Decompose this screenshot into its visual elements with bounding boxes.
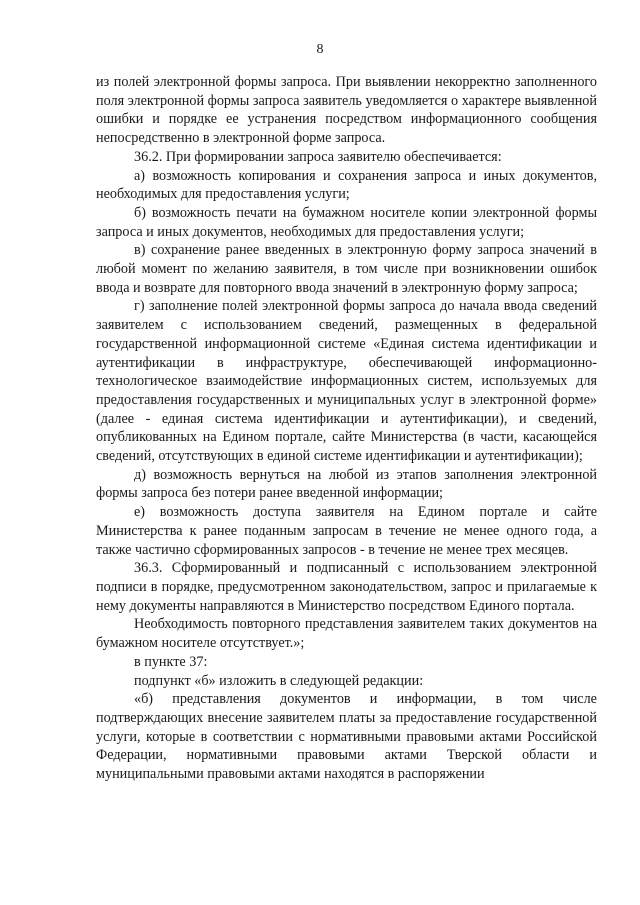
paragraph-subpoint-b-text: «б) представления документов и информации, в том числе подтверждающих внесение заявителем платы за предоставление государственной услуги, которые в соответствии с нормативными правовыми актами Российской Федерации, нормативными правовыми актами Тверской области и муниципальными правовыми актами находятся в распоряжении [96, 691, 597, 783]
paragraph-form-validation: из полей электронной формы запроса. При выявлении некорректно заполненного поля электронной формы запроса заявитель уведомляется о характере выявленной ошибки и порядке ее устранения посредством информационного сообщения непосредственно в электронной форме запроса. [96, 74, 597, 147]
paragraph-36-2-heading: 36.2. При формировании запроса заявителю обеспечивается: [134, 148, 502, 165]
paragraph-item-v: в) сохранение ранее введенных в электронную форму запроса значений в любой момент по желанию заявителя, в том числе при возникновении ошибок ввода и возврате для повторного ввода значений в электронную форму запроса; [96, 242, 597, 296]
paragraph-item-g: г) заполнение полей электронной формы запроса до начала ввода сведений заявителем с использованием сведений, размещенных в федеральной государственной информационной системе «Единая система идентификации и аутентификации в инфраструктуре, обеспечивающей информационно-технологическое взаимодействие информационных систем, используемых для предоставления государственных и муниципальных услуг в электронной форме» (далее - единая система идентификации и аутентификации), и сведений, опубликованных на Едином портале, сайте Министерства (в части, касающейся сведений, отсутствующих в единой системе идентификации и аутентификации); [96, 298, 597, 465]
paragraph-point-37: в пункте 37: [134, 653, 208, 670]
page-number: 8 [316, 42, 324, 57]
paragraph-item-b: б) возможность печати на бумажном носителе копии электронной формы запроса и иных документов, необходимых для предоставления услуги; [96, 204, 597, 240]
paragraph-item-e: е) возможность доступа заявителя на Едином портале и сайте Министерства к ранее поданным запросам в течение не менее одного года, а также частично сформированных запросов - в течение не менее трех месяцев. [96, 504, 597, 558]
paragraph-paper-not-required: Необходимость повторного представления заявителем таких документов на бумажном носителе отсутствует.»; [96, 616, 597, 652]
paragraph-36-3: 36.3. Сформированный и подписанный с использованием электронной подписи в порядке, предусмотренном законодательством, запрос и прилагаемые к нему документы направляются в Министерство посредством Единого портала. [96, 560, 597, 614]
paragraph-subpoint-b-edit: подпункт «б» изложить в следующей редакции: [134, 672, 424, 689]
paragraph-item-d: д) возможность вернуться на любой из этапов заполнения электронной формы запроса без потери ранее введенной информации; [96, 466, 597, 502]
paragraph-item-a: а) возможность копирования и сохранения запроса и иных документов, необходимых для предоставления услуги; [96, 167, 597, 203]
document-body [96, 73, 597, 784]
